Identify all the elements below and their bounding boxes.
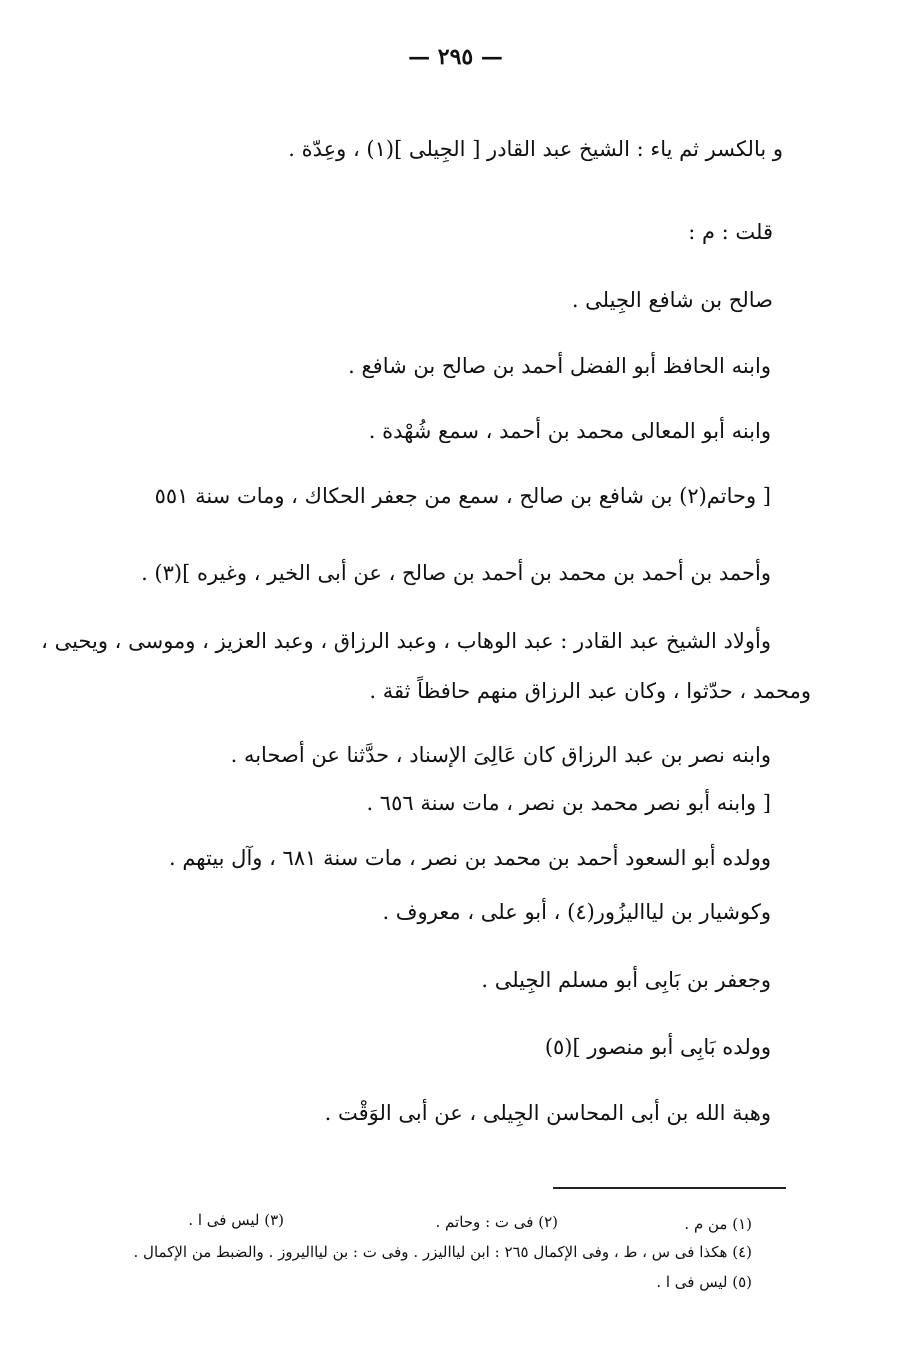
text-line: وولده أبو السعود أحمد بن محمد بن نصر ، مات سنة ٦٨١ ، وآل بيتهم . xyxy=(168,846,771,870)
text-line: وجعفر بن بَابِى أبو مسلم الجِيلى . xyxy=(481,968,771,992)
text-line: وابنه نصر بن عبد الرزاق كان عَالِىَ الإسناد ، حدَّثنا عن أصحابه . xyxy=(230,743,771,767)
text-line: وابنه الحافظ أبو الفضل أحمد بن صالح بن شافع . xyxy=(348,354,771,378)
text-line: ومحمد ، حدّثوا ، وكان عبد الرزاق منهم حافظاً ثقة . xyxy=(369,679,811,703)
text-line: [ وحاتم(٢) بن شافع بن صالح ، سمع من جعفر الحكاك ، ومات سنة ٥٥١ xyxy=(154,484,771,508)
text-line: وأولاد الشيخ عبد القادر : عبد الوهاب ، وعبد الرزاق ، وعبد العزيز ، وموسى ، ويحيى ، xyxy=(41,629,771,653)
footnote: (١) من م . xyxy=(684,1215,752,1233)
footnote: (٣) ليس فى ا . xyxy=(188,1211,284,1229)
text-line: و بالكسر ثم ياء : الشيخ عبد القادر [ الجِيلى ](١) ، وعِدّة . xyxy=(288,137,783,161)
text-line: [ وابنه أبو نصر محمد بن نصر ، مات سنة ٦٥٦ . xyxy=(366,791,771,815)
footnote: (٢) فى ت : وحاتم . xyxy=(435,1213,558,1231)
text-line: وهبة الله بن أبى المحاسن الجِيلى ، عن أبى الوَقْت . xyxy=(324,1101,771,1125)
text-line: وابنه أبو المعالى محمد بن أحمد ، سمع شُهْدة . xyxy=(368,419,771,443)
text-line: صالح بن شافع الجِيلى . xyxy=(571,288,773,312)
footnote: (٥) ليس فى ا . xyxy=(656,1273,752,1291)
text-line: قلت : م : xyxy=(688,220,773,244)
footnote: (٤) هكذا فى س ، ط ، وفى الإكمال ٢٦٥ : ابن ليااليزر . وفى ت : بن ليااليروز . والضبط من الإكمال . xyxy=(133,1243,752,1261)
text-line: وأحمد بن أحمد بن محمد بن أحمد بن صالح ، عن أبى الخير ، وغيره ](٣) . xyxy=(141,561,771,585)
footnote-separator xyxy=(553,1187,786,1189)
page-number: — ٢٩٥ — xyxy=(408,44,503,70)
text-line: وولده بَابِى أبو منصور ](٥) xyxy=(544,1035,771,1059)
text-line: وكوشيار بن ليااليزُور(٤) ، أبو على ، معروف . xyxy=(382,900,771,924)
